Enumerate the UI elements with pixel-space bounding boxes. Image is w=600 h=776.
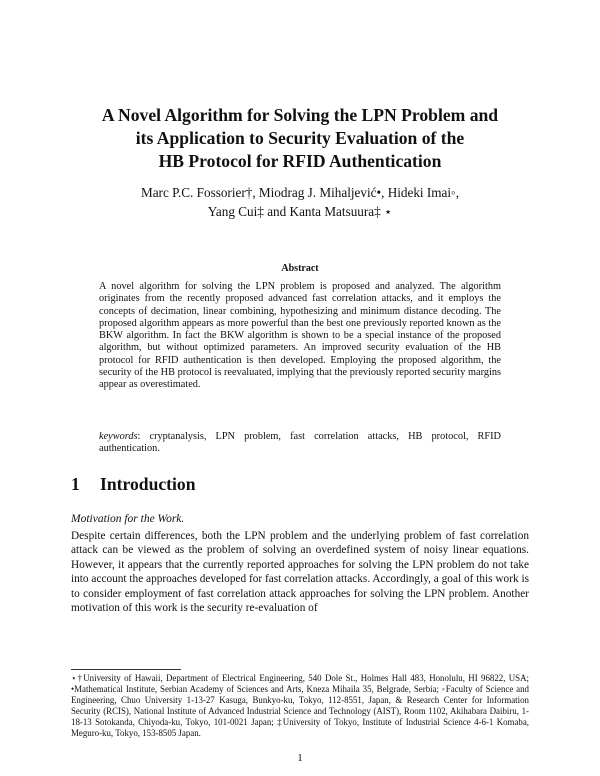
keywords — [99, 431, 501, 456]
author-line: Marc P.C. Fossorier†, Miodrag J. Mihaljević•, Hideki Imai◦, — [140, 185, 460, 200]
abstract-heading: Abstract — [281, 263, 319, 274]
footnote-divider — [71, 669, 181, 670]
keywords-text: : cryptanalysis, LPN problem, fast correlation attacks, HB protocol, RFID authentication. — [99, 431, 501, 455]
paper-title — [60, 104, 540, 173]
keywords-label: keywords — [99, 431, 138, 442]
section-title: Introduction — [100, 474, 196, 494]
author-line: Yang Cui‡ and Kanta Matsuura‡ ⋆ — [207, 203, 393, 219]
body-paragraph: Despite certain differences, both the LPN problem and the underlying problem of fast correlation attack can be viewed as the problem of solving an overdefined system of noisy linear equations. However, it appears that the currently reported approaches for solving the LPN problem do not take into account the approaches developed for fast correlation attacks. Accordingly, a goal of this work is to consider employment of fast correlation attack approaches for solving the LPN problem. Another motivation of this work is the security re-evaluation of — [71, 530, 529, 615]
author-list — [80, 184, 520, 221]
paragraph-heading: Motivation for the Work. — [71, 513, 185, 525]
section-number: 1 — [71, 474, 80, 494]
title-line: HB Protocol for RFID Authentication — [158, 151, 442, 171]
footnote: ⋆†University of Hawaii, Department of Electrical Engineering, 540 Dole St., Holmes Hall 483, Honolulu, HI 96822, USA; •Mathematical Institute, Serbian Academy of Sciences and Arts, Kneza Mihaila 35, Belgrade, Serbia; ◦Faculty of Science and Engineering, Chuo University 1-13-27 Kasuga, Bunkyo-ku, Tokyo, 112-8551, Japan, & Research Center for Information Security (RCIS), National Institute of Advanced Industrial Science and Technology (AIST), Room 1102, Akihabara Daibiru, 1-18-13 Sotokanda, Chiyoda-ku, Tokyo, 101-0021 Japan; ‡University of Tokyo, Institute of Industrial Science 4-6-1 Komaba, Meguro-ku, Tokyo, 153-8505 Japan. — [71, 673, 529, 739]
title-line: A Novel Algorithm for Solving the LPN Problem and — [101, 105, 499, 125]
section-heading — [71, 474, 196, 495]
abstract-body: A novel algorithm for solving the LPN problem is proposed and analyzed. The algorithm originates from the recently proposed advanced fast correlation attacks, and it employs the concepts of decimation, linear combining, hypothesizing and minimum distance decoding. The proposed algorithm appears as more powerful than the best one previously reported known as the BKW algorithm. In fact the BKW algorithm is shown to be a special instance of the proposed algorithm, but without optimized parameters. An improved security evaluation of the HB protocol for RFID authentication is then developed. Employing the proposed algorithm, the security of the HB protocol is reevaluated, implying that the previously reported security margins appear as overestimated. — [99, 281, 501, 391]
title-line: its Application to Security Evaluation of the — [135, 128, 465, 148]
page-number: 1 — [297, 752, 303, 764]
